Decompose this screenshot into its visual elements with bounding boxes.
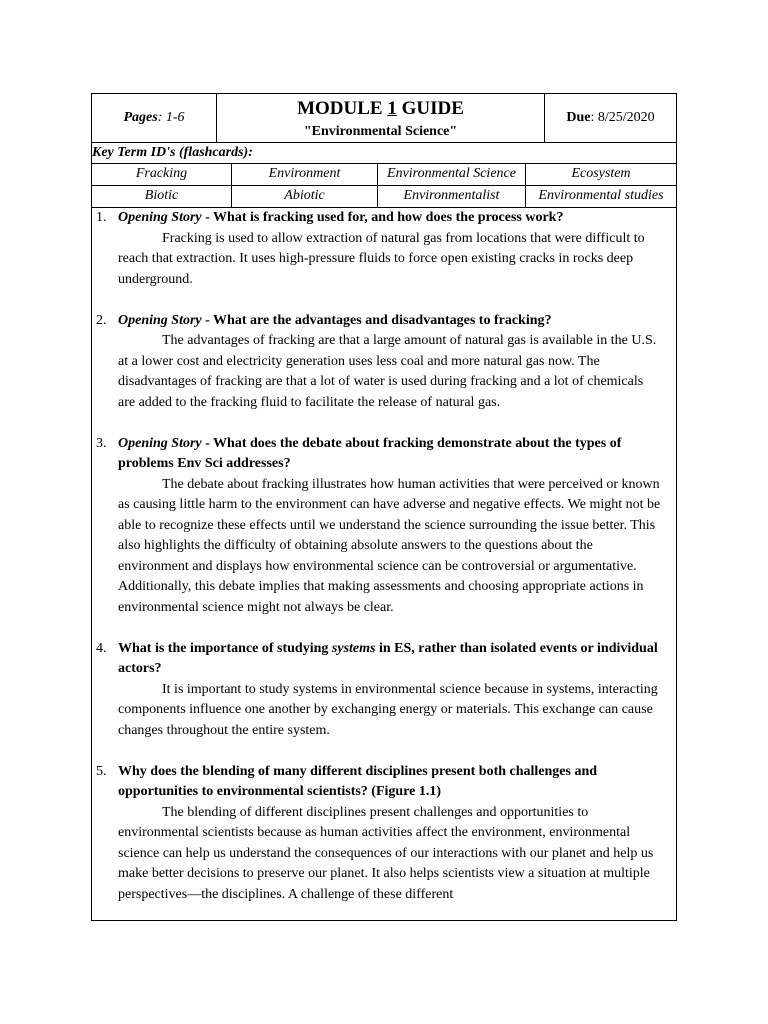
question-text bbox=[118, 311, 662, 332]
key-terms-label: Key Term ID's (flashcards): bbox=[92, 143, 676, 164]
question-item-2 bbox=[92, 311, 676, 414]
question-text: Why does the blending of many different disciplines present both challenges and opportunities to environmental scientists? (Figure 1.1) bbox=[118, 763, 598, 799]
pages-value: : 1-6 bbox=[157, 110, 185, 125]
question-item-5 bbox=[92, 762, 676, 906]
title-suffix: GUIDE bbox=[396, 98, 464, 119]
question-number: 3. bbox=[96, 435, 107, 451]
question-body: in ES, rather than isolated events or individual actors? bbox=[118, 640, 658, 676]
key-term: Environmental studies bbox=[538, 188, 664, 203]
answer-text: The blending of different disciplines present challenges and opportunities to environmental scientists because as human activities affect the environment, environmental science can help us understand the consequences of our interactions with our planet and help us make better decisions to preserve our planet. It also helps scientists view a situation at multiple perspectives—the disciplines. A challenge of these different bbox=[118, 804, 654, 902]
pages-cell bbox=[92, 94, 217, 142]
due-value: : 8/25/2020 bbox=[590, 110, 655, 125]
question-prefix: Opening Story bbox=[118, 312, 202, 328]
key-term: Fracking bbox=[92, 164, 232, 185]
page-title bbox=[297, 98, 464, 120]
question-number: 1. bbox=[96, 210, 107, 225]
title-number: 1 bbox=[387, 98, 397, 119]
key-term: Ecosystem bbox=[571, 166, 631, 181]
question-number: 4. bbox=[96, 640, 107, 656]
module-guide-table bbox=[91, 93, 677, 921]
title-prefix: MODULE bbox=[297, 98, 388, 119]
due-label: Due bbox=[566, 110, 591, 125]
answer-text: It is important to study systems in environmental science because in systems, interacting components influence one another by exchanging energy or materials. This exchange can cause changes throughout the entire system. bbox=[118, 681, 658, 738]
answer-text: Fracking is used to allow extraction of natural gas from locations that were difficult to reach that extraction. It uses high-pressure fluids to force open existing cracks in rocks deep underground. bbox=[118, 230, 645, 287]
key-term: Environment bbox=[232, 164, 378, 185]
questions-section bbox=[92, 208, 676, 905]
question-prefix: Opening Story bbox=[118, 210, 202, 225]
title-cell bbox=[217, 94, 545, 142]
key-term: Environmental Science bbox=[378, 164, 526, 185]
key-term: Abiotic bbox=[232, 186, 378, 207]
question-number: 2. bbox=[96, 312, 107, 328]
answer-text: The advantages of fracking are that a large amount of natural gas is available in the U.S. at a lower cost and electricity generation uses less coal and more natural gas now. The disadvantages of fracking are that a lot of water is used during fracking and a lot of chemicals are added to the fracking fluid to facilitate the release of natural gas. bbox=[118, 333, 657, 410]
question-emphasis: systems bbox=[331, 640, 376, 656]
page-subtitle: "Environmental Science" bbox=[303, 124, 458, 139]
key-terms-row-2 bbox=[92, 186, 676, 208]
question-text bbox=[118, 434, 662, 475]
question-text bbox=[118, 208, 662, 229]
key-terms-row-1 bbox=[92, 164, 676, 186]
header-row bbox=[92, 94, 676, 143]
pages-label: Pages bbox=[123, 110, 158, 125]
question-prefix: Opening Story bbox=[118, 435, 202, 451]
answer-text: The debate about fracking illustrates how human activities that were perceived or known as causing little harm to the environment can have adverse and negative effects. We might not be able to recognize these effects until we understand the science surrounding the issue better. This also highlights the difficulty of obtaining absolute answers to the questions about the environment and displays how environmental science can be controversial or argumentative. Additionally, this debate implies that making assessments and choosing appropriate actions in environmental science might not always be clear. bbox=[118, 476, 661, 615]
question-item-4 bbox=[92, 639, 676, 742]
question-body: - What are the advantages and disadvantages to fracking? bbox=[201, 312, 552, 328]
key-term: Environmentalist bbox=[378, 186, 526, 207]
due-cell bbox=[545, 94, 676, 142]
question-text bbox=[118, 639, 662, 680]
question-body: What is the importance of studying bbox=[118, 640, 332, 656]
question-body: - What is fracking used for, and how does the process work? bbox=[201, 210, 564, 225]
question-item-1 bbox=[92, 208, 676, 290]
key-term: Biotic bbox=[92, 186, 232, 207]
question-body: - What does the debate about fracking demonstrate about the types of problems Env Sci addresses? bbox=[118, 435, 622, 471]
question-item-3 bbox=[92, 434, 676, 619]
question-number: 5. bbox=[96, 763, 107, 779]
